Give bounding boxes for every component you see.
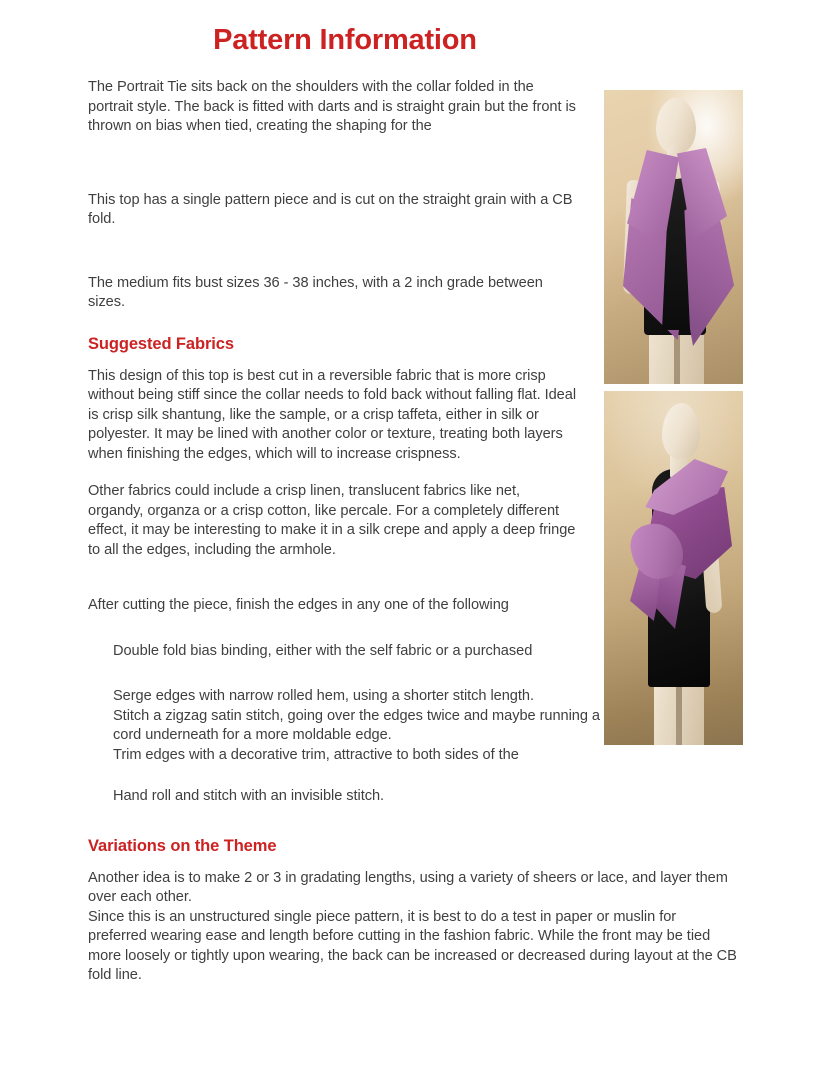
finishing-option-3: Stitch a zigzag satin stitch, going over the edges twice and maybe running a cord underneath for a more moldable edge. (113, 707, 601, 743)
suggested-fabrics-paragraph-1: This design of this top is best cut in a reversible fabric that is more crisp without being stiff since the collar needs to fold back without falling flat. Ideal is crisp silk shantung, like the sample, or a crisp taffeta, either in silk or polyester. It may be lined with another color or texture, treating both layers when finishing the edges, which will to increase crispness. (88, 367, 577, 462)
suggested-fabrics-paragraph-2: Other fabrics could include a crisp linen, translucent fabrics like net, organdy, organza or a crisp cotton, like percale. For a completely different effect, it may be interesting to make it in a silk crepe and apply a deep fringe to all the edges, including the armhole. (88, 483, 576, 558)
spacer (88, 807, 738, 837)
variations-paragraph-2: Since this is an unstructured single piece pattern, it is best to do a test in paper or muslin for preferred wearing ease and length before cutting in the fashion fabric. While the front may be tied more loosely or tightly upon wearing, the back can be increased or decreased during layout at the CB fold line. (88, 908, 737, 983)
section-heading-suggested-fabrics: Suggested Fabrics (88, 334, 234, 353)
mannequin-leg-gap (676, 685, 682, 745)
photo-front-view (604, 90, 743, 384)
section-heading-variations: Variations on the Theme (88, 836, 277, 855)
finishing-option-4: Trim edges with a decorative trim, attractive to both sides of the (113, 746, 519, 763)
intro-paragraph: The Portrait Tie sits back on the shoulders with the collar folded in the portrait style. The back is fitted with darts and is straight grain but the front is thrown on bias when tied, creating the shaping for the (88, 79, 576, 134)
sizing-paragraph: The medium fits bust sizes 36 - 38 inches, with a 2 inch grade between sizes. (88, 274, 543, 310)
mannequin-head (662, 403, 700, 459)
variations-paragraph-1: Another idea is to make 2 or 3 in gradating lengths, using a variety of sheers or lace, and layer them over each other. (88, 869, 728, 905)
spacer (88, 765, 738, 787)
finishing-option-1: Double fold bias binding, either with the self fabric or a purchased (113, 642, 533, 659)
finishing-option-2: Serge edges with narrow rolled hem, using a shorter stitch length. (113, 688, 534, 704)
finishing-lead-in: After cutting the piece, finish the edges in any one of the following (88, 597, 509, 613)
spacer (88, 856, 738, 869)
finishing-option-5: Hand roll and stitch with an invisible stitch. (113, 788, 385, 804)
page-title: Pattern Information (213, 24, 477, 56)
pattern-piece-paragraph: This top has a single pattern piece and is cut on the straight grain with a CB fold. (88, 191, 573, 227)
photo-side-view (604, 391, 743, 745)
